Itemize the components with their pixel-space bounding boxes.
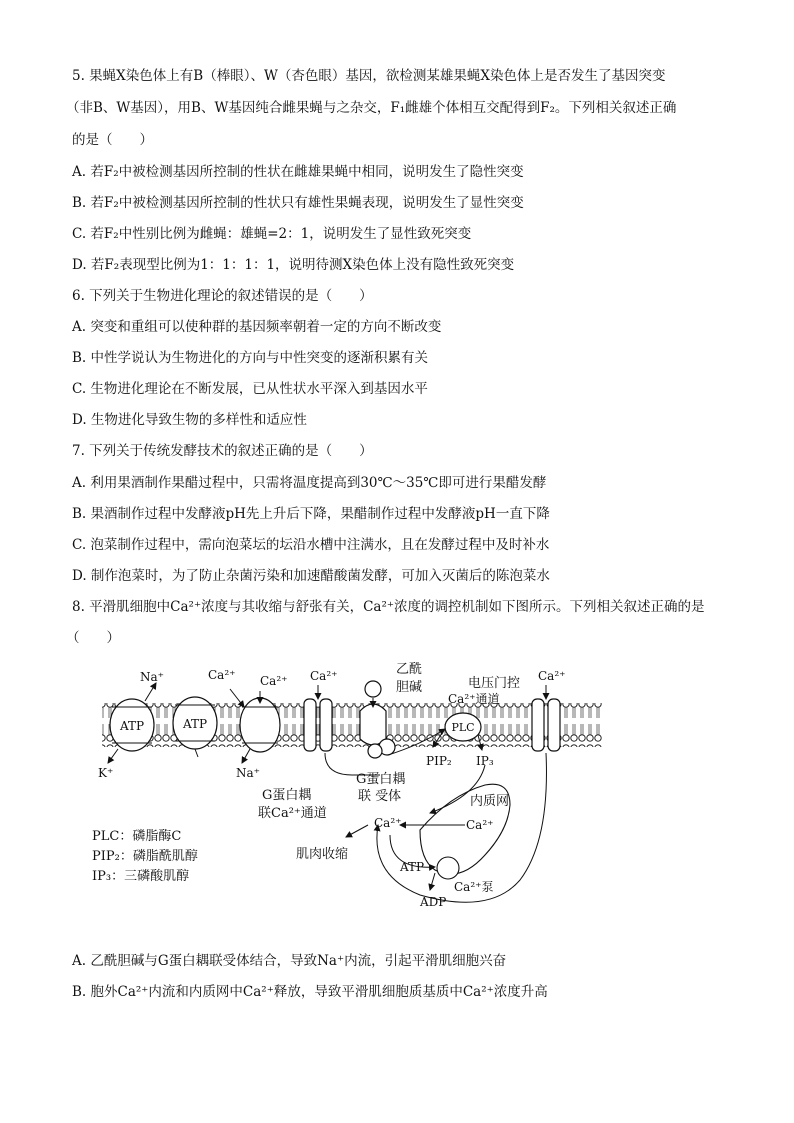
ca-pump [437, 857, 459, 879]
legend-plc: PLC：磷脂酶C [92, 829, 182, 844]
acetylcholine-label-1: 乙酰 [396, 662, 423, 677]
q8-stem-line1: 8. 平滑肌细胞中Ca²⁺浓度与其收缩与舒张有关，Ca²⁺浓度的调控机制如下图所示。下列相关叙述正确的是 [72, 599, 705, 615]
legend-ip3: IP₃：三磷酸肌醇 [92, 869, 190, 884]
adp-label: ADP [420, 895, 447, 909]
gpcr-label-1: G蛋白耦 [356, 772, 406, 787]
na-top-label: Na⁺ [140, 670, 164, 684]
q5-option-d: D. 若F₂表现型比例为1：1：1：1，说明待测X染色体上没有隐性致死突变 [72, 257, 515, 273]
atp-label-1: ATP [119, 719, 145, 733]
pip2-label: PIP₂ [426, 754, 452, 768]
q8-stem-line2: （ ） [66, 630, 120, 646]
plc-label: PLC [451, 721, 475, 734]
atp-label-3: ATP [400, 860, 425, 874]
q5-option-c: C. 若F₂中性别比例为雌蝇：雄蝇=2：1，说明发生了显性致死突变 [72, 226, 472, 242]
er-label: 内质网 [470, 794, 510, 809]
q7-option-b: B. 果酒制作过程中发酵液pH先上升后下降，果醋制作过程中发酵液pH一直下降 [72, 506, 550, 522]
legend-pip2: PIP₂：磷脂酰肌醇 [92, 849, 198, 864]
ca-er-label: Ca²⁺ [466, 818, 494, 832]
q5-stem-line2: （非B、W基因），用B、W基因纯合雌果蝇与之杂交，F₁雌雄个体相互交配得到F₂。下列相关叙述正确 [66, 100, 677, 116]
na-k-pump-1 [110, 699, 154, 751]
calcium-regulation-diagram [90, 655, 610, 925]
ca-label-4: Ca²⁺ [538, 669, 566, 683]
acetylcholine-label-2: 胆碱 [396, 680, 423, 695]
q5-option-b: B. 若F₂中被检测基因所控制的性状只有雄性果蝇表现，说明发生了显性突变 [72, 195, 524, 211]
ip3-label: IP₃ [476, 754, 494, 768]
q6-option-d: D. 生物进化导致生物的多样性和适应性 [72, 412, 307, 428]
q7-stem: 7. 下列关于传统发酵技术的叙述正确的是（ ） [72, 443, 373, 459]
q6-option-c: C. 生物进化理论在不断发展，已从性状水平深入到基因水平 [72, 381, 428, 397]
na-k-pump-2 [173, 697, 217, 749]
k-label: K⁺ [98, 766, 114, 780]
q7-option-c: C. 泡菜制作过程中，需向泡菜坛的坛沿水槽中注满水，且在发酵过程中及时补水 [72, 537, 550, 553]
q6-option-a: A. 突变和重组可以使种群的基因频率朝着一定的方向不断改变 [72, 319, 442, 335]
ca-channel-round [240, 698, 280, 752]
q7-option-a: A. 利用果酒制作果醋过程中，只需将温度提高到30℃～35℃即可进行果醋发酵 [72, 475, 547, 491]
ca-label-3: Ca²⁺ [310, 669, 338, 683]
ca-pump-label: Ca²⁺泵 [454, 880, 494, 894]
voltage-gated-label-2: Ca²⁺通道 [448, 692, 500, 706]
atp-label-2: ATP [182, 717, 208, 731]
muscle-contraction-label: 肌肉收缩 [296, 847, 349, 862]
g-channel-label-2: 联Ca²⁺通道 [258, 806, 327, 821]
gpcr-label-2: 联 受体 [358, 789, 402, 804]
g-channel-label-1: G蛋白耦 [262, 788, 312, 803]
q8-option-b: B. 胞外Ca²⁺内流和内质网中Ca²⁺释放，导致平滑肌细胞质基质中Ca²⁺浓度升高 [72, 984, 548, 1000]
na-bottom-label: Na⁺ [236, 766, 260, 780]
q6-stem: 6. 下列关于生物进化理论的叙述错误的是（ ） [72, 288, 373, 304]
q5-stem-line3: 的是（ ） [72, 132, 153, 148]
ca-cytoplasm-label: Ca²⁺ [374, 816, 402, 830]
ca-label-1: Ca²⁺ [208, 668, 236, 682]
q7-option-d: D. 制作泡菜时，为了防止杂菌污染和加速醋酸菌发酵，可加入灭菌后的陈泡菜水 [72, 568, 550, 584]
acetylcholine-molecule [365, 681, 381, 697]
q5-option-a: A. 若F₂中被检测基因所控制的性状在雌雄果蝇中相同，说明发生了隐性突变 [72, 164, 524, 180]
q5-stem-line1: 5. 果蝇X染色体上有B（棒眼）、W（杏色眼）基因，欲检测某雄果蝇X染色体上是否发生了基因突变 [72, 68, 666, 84]
plc-enzyme [445, 713, 481, 741]
ca-label-2: Ca²⁺ [260, 674, 288, 688]
q6-option-b: B. 中性学说认为生物进化的方向与中性突变的逐渐积累有关 [72, 350, 429, 366]
voltage-gated-label-1: 电压门控 [468, 676, 521, 691]
q8-option-a: A. 乙酰胆碱与G蛋白耦联受体结合，导致Na⁺内流，引起平滑肌细胞兴奋 [72, 953, 507, 969]
